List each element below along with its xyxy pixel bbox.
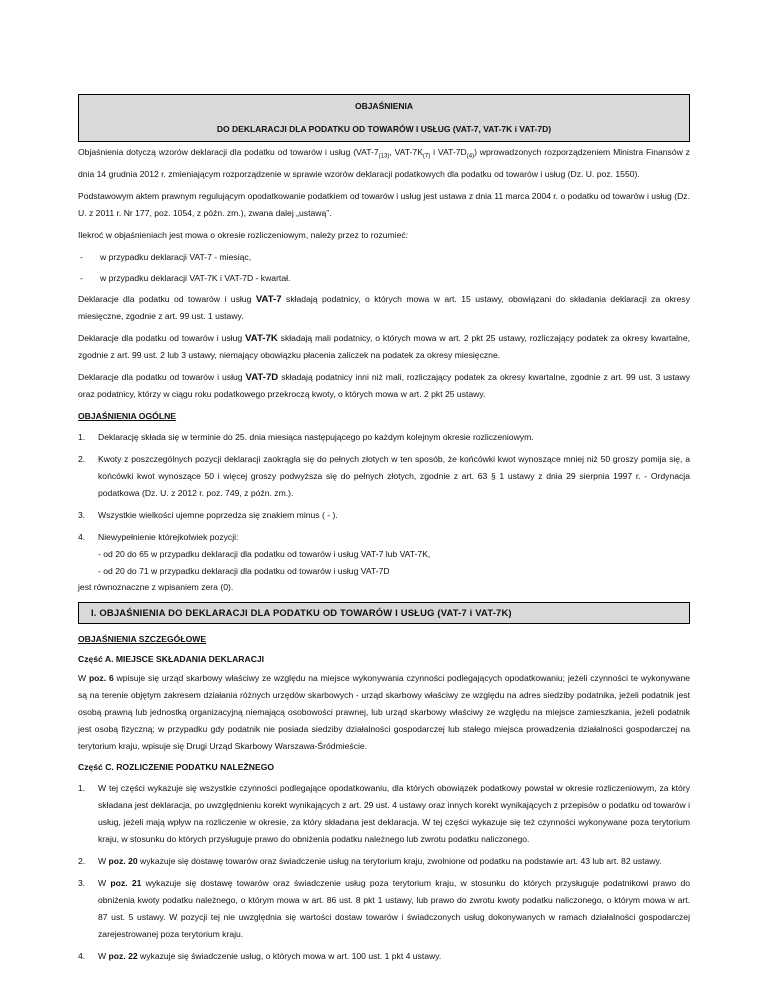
detail-heading: OBJAŚNIENIA SZCZEGÓŁOWE	[78, 633, 207, 644]
header-subtitle: DO DEKLARACJI DLA PODATKU OD TOWARÓW I USŁUG (VAT-7, VAT-7K i VAT-7D)	[216, 124, 552, 134]
part-a-text: W poz. 6 wpisuje się urząd skarbowy właściwy ze względu na miejsce wykonywania czynności podlegających opodatkowaniu; jeżeli czynności te wykonywane są na terenie objętym zakresem działania różnych urzędów skarbowych - urząd skarbowy właściwy ze względu na adres siedziby podatnika, jeżeli podatnik jest osobą prawną lub jednostką organizacyjną niemającą osobowości prawnej, lub urząd skarbowy właściwy ze względu na miejsce zamieszkania, jeżeli podatnik jest osobą fizyczną; w przypadku gdy podatnik nie posiada siedziby działalności gospodarczej lub stałego miejsca prowadzenia działalności gospodarczej na terytorium kraju, wpisuje się Drugi Urząd Skarbowy Warszawa-Śródmieście.	[78, 672, 690, 751]
part-c-title: Część C. ROZLICZENIE PODATKU NALEŻNEGO	[78, 761, 275, 772]
part-c-item-2: 2. W poz. 20 wykazuje się dostawę towarów oraz świadczenie usług na terytorium kraju, zwolnione od podatku na podstawie art. 43 lub art. 82 ustawy.	[78, 855, 662, 866]
document-page	[78, 94, 690, 970]
document-header	[78, 94, 690, 142]
general-item-4: 4. Niewypełnienie którejkolwiek pozycji: - od 20 do 65 w przypadku deklaracji dla podatku od towarów i usług VAT-7 lub VAT-7K, - od 20 do 71 w przypadku deklaracji dla podatku od towarów i usług VAT-7D	[78, 531, 431, 576]
period-item-quarterly: - w przypadku deklaracji VAT-7K i VAT-7D - kwartał.	[80, 272, 291, 283]
vat7k-paragraph: Deklaracje dla podatku od towarów i usług VAT-7K składają mali podatnicy, o których mowa w art. 2 pkt 25 ustawy, rozliczający podatek za okresy kwartalne, zgodnie z art. 99 ust. 2 lub 3 ustawy, niemający obowiązku płacenia zaliczek na podatek za okresy miesięczne.	[78, 332, 690, 360]
part-c-item-1: 1. W tej części wykazuje się wszystkie czynności podlegające opodatkowaniu, dla których obowiązek podatkowy powstał w okresie rozliczeniowym, za który składana jest deklaracja, po uwzględnieniu korekt wynikających z art. 29 ust. 4 ustawy oraz innych korekt wynikających z przepisów o podatku od towarów i usług, jeżeli mają wpływ na rozliczenie w okresie, za który składana jest deklaracja. W tej części wykazuje się też czynności wykonywane poza terytorium kraju, w stosunku do których przysługuje prawo do obniżenia podatku należnego lub zwrotu podatku naliczonego.	[78, 782, 690, 844]
intro-paragraph-3: Ilekroć w objaśnieniach jest mowa o okresie rozliczeniowym, należy przez to rozumieć:	[78, 229, 409, 240]
period-item-monthly: - w przypadku deklaracji VAT-7 - miesiąc,	[80, 251, 252, 262]
intro-paragraph-1: Objaśnienia dotyczą wzorów deklaracji dla podatku od towarów i usług ($VAT-7_{(13)}$, VAT-$7K_{(7)}$ i VAT-$7D_{(4)}$) wprowadzonych rozporządzeniem Ministra Finansów z dnia 14 grudnia 2012 r. zmieniającym rozporządzenie w sprawie wzorów deklaracji podatkowych dla podatku od towarów i usług (Dz. U. poz. 1550).	[78, 147, 690, 179]
intro-paragraph-2: Podstawowym aktem prawnym regulującym opodatkowanie podatkiem od towarów i usług jest ustawa z dnia 11 marca 2004 r. o podatku od towarów i usług (Dz. U. z 2011 r. Nr 177, poz. 1054, z późn. zm.), zwana dalej „ustawą”.	[78, 190, 690, 218]
section-1-band: I. OBJAŚNIENIA DO DEKLARACJI DLA PODATKU OD TOWARÓW I USŁUG (VAT-7 i VAT-7K)	[78, 602, 690, 624]
vat7d-paragraph: Deklaracje dla podatku od towarów i usług VAT-7D składają podatnicy inni niż mali, rozliczający podatek za okresy kwartalne, zgodnie z art. 99 ust. 3 ustawy oraz podatnicy, którzy w ciągu roku podatkowego przekroczą kwoty, o których mowa w art. 2 pkt 25 ustawy.	[78, 371, 691, 399]
vat7-paragraph: Deklaracje dla podatku od towarów i usług VAT-7 składają podatnicy, o których mowa w art. 15 ustawy, obowiązani do składania deklaracji za okresy miesięczne, zgodnie z art. 99 ust. 1 ustawy.	[78, 293, 691, 321]
part-c-item-4: 4. W poz. 22 wykazuje się świadczenie usług, o których mowa w art. 100 ust. 1 pkt 4 ustawy.	[78, 950, 442, 961]
general-item-2: 2. Kwoty z poszczególnych pozycji deklaracji zaokrągla się do pełnych złotych w ten sposób, że końcówki kwot wynoszące mniej niż 50 groszy pomija się, a końcówki kwot wynoszące 50 i więcej groszy podwyższa się do pełnych złotych, zgodnie z art. 63 § 1 ustawy z dnia 29 sierpnia 1997 r. - Ordynacja podatkowa (Dz. U. z 2012 r. poz. 749, z późn. zm.).	[78, 453, 690, 498]
general-item-1: 1. Deklarację składa się w terminie do 25. dnia miesiąca następującego po każdym kolejnym okresie rozliczeniowym.	[78, 431, 534, 442]
general-item-4-note: jest równoznaczne z wpisaniem zera (0).	[78, 581, 234, 592]
header-title: OBJAŚNIENIA	[354, 101, 414, 111]
general-heading: OBJAŚNIENIA OGÓLNE	[78, 410, 177, 421]
part-c-item-3: 3. W poz. 21 wykazuje się dostawę towarów oraz świadczenie usług poza terytorium kraju, w stosunku do których przysługuje podatnikowi prawo do obniżenia kwoty podatku należnego, o którym mowa w art. 86 ust. 8 pkt 1 ustawy, lub prawo do zwrotu kwoty podatku naliczonego, o którym mowa w art. 87 ust. 5 ustawy. W pozycji tej nie uwzględnia się wartości dostaw towarów i świadczonych usług dokonywanych w ramach działalności gospodarczej zarejestrowanej poza terytorium kraju.	[78, 877, 691, 939]
general-item-3: 3. Wszystkie wielkości ujemne poprzedza się znakiem minus ( - ).	[78, 509, 338, 520]
part-a-title: Część A. MIEJSCE SKŁADANIA DEKLARACJI	[78, 653, 265, 664]
